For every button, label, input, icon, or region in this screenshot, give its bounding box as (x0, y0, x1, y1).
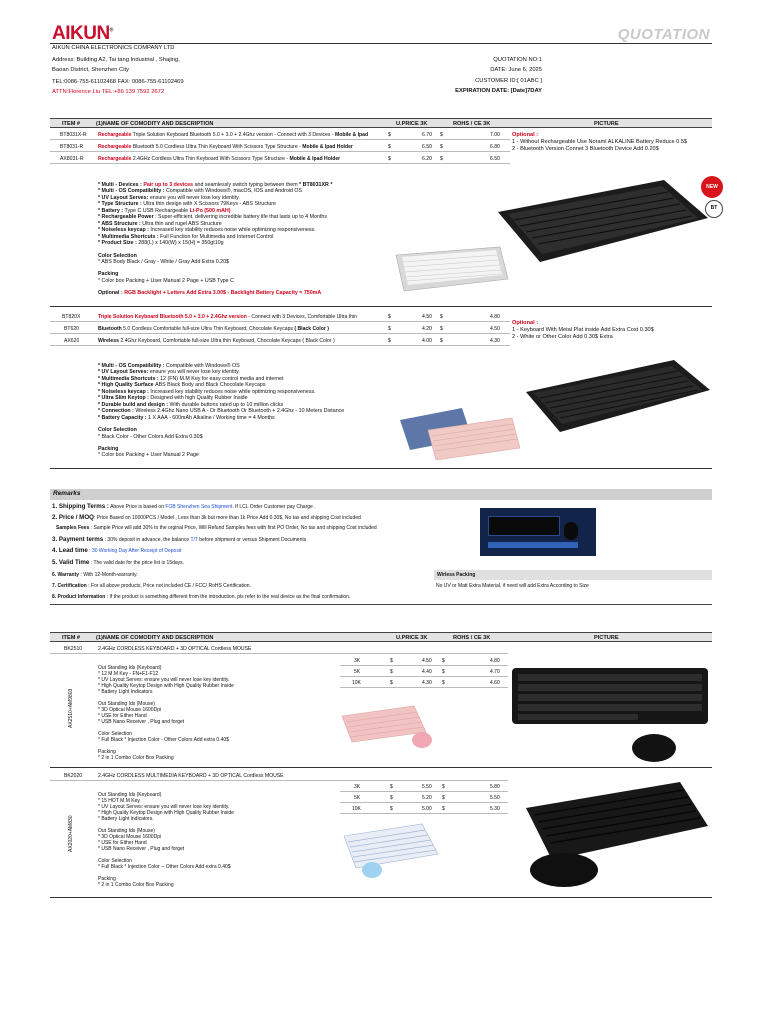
spec-list-1 (98, 182, 418, 297)
spec-label: * Noiseless keycap : (98, 388, 151, 395)
optional-line: 2 - Bluetooth Version Connet 3 Bluetooth Device Add 0.20$ (512, 145, 659, 152)
white-keyboard-image (390, 245, 510, 295)
spec-text: Increased key stability reduces noise while optimizing responsiveness. (150, 227, 316, 234)
spec-text: 1 X AAA - 600mAh Alkaline / Working time = 4 Months (148, 414, 275, 421)
spec-text: Wireless 2.4Ghz Nano USB A - Or Bluetooth Or Bluetooth + 2.4Ghz - 10 Meters Distance (135, 408, 345, 415)
optional-line: 1 - Keyboard With Metal Plat inside Add Extra Cost 0.30$ (512, 326, 654, 333)
item-desc: 5.0 Cordless Comfortable full-size Ultra Thin Keyboard, Chocolate Keycaps (121, 326, 295, 332)
spec-text: 12 (FN) M.M Key for easy control media and internet (160, 375, 284, 382)
product-name: 2.4GHz CORDLESS MULTIMEDIA KEYBOARD + 3D OPTICAL Cordless MOUSE (98, 773, 284, 779)
spec-label: * Connection : (98, 408, 136, 415)
remark-shipping (52, 503, 316, 511)
currency: $ (442, 784, 445, 790)
remark-product-info (52, 594, 350, 600)
price-tier (340, 677, 508, 688)
box-keyboard-picture (488, 516, 560, 536)
price-tier (340, 792, 508, 803)
col-item: ITEM # (62, 121, 81, 127)
currency: $ (388, 326, 391, 332)
black-combo-image (510, 658, 712, 764)
spec-line: * 2 in 1 Combo Color Box Packing (98, 882, 174, 888)
price-tiers-2 (340, 781, 508, 814)
currency: $ (388, 314, 391, 320)
rohs-price: 4.60 (490, 680, 500, 686)
unit-price: 4.50 (422, 314, 432, 320)
black-fullsize-keyboard-image (524, 358, 712, 434)
tier-qty: 10K (352, 680, 361, 686)
spec-text: 288(L) x 140(W) x 15(H) = 350gt10g (138, 240, 224, 247)
spec-text: Ultra thin and rugel ABS Structure (142, 220, 222, 227)
currency: $ (388, 132, 391, 138)
item-code: BT8031X-R (60, 132, 87, 138)
packing-title: Packing (98, 271, 119, 278)
new-badge-icon (701, 176, 723, 198)
currency: $ (442, 795, 445, 801)
rohs-price: 5.50 (490, 795, 500, 801)
currency: $ (440, 144, 443, 150)
spec-label: * Noiseless keycap : (98, 227, 151, 234)
unit-price: 4.40 (422, 669, 432, 675)
remark-price-moq (52, 514, 361, 522)
black-keyboard-image (494, 178, 712, 266)
item-code: BK2020 (64, 773, 83, 779)
spec-text: ensure you will never lose key identity. (149, 369, 240, 376)
spec-text: : Super-efficient, delivering incredible battery life that lasts up to 4 Months (153, 214, 327, 221)
spec-text: Compatible with Windows®, macOS, IOS and Android OS (165, 188, 303, 195)
remark-label: 7. Certification (52, 583, 87, 589)
unit-price: 4.20 (422, 326, 432, 332)
currency: $ (440, 156, 443, 162)
spec-text: ensure you will never lose key identity. (149, 194, 240, 201)
remark-label: 4. Lead time (52, 547, 88, 554)
spec-text: Increased key stability reduces noise while optimizing responsiveness. (150, 388, 316, 395)
optional-highlight: RGB Backlight + Letters Add Extra 3.00$ - Backlight Battery Capacity = 750mA (124, 290, 322, 297)
expiration-date: EXPIRATION DATE: [Date]7DAY (455, 88, 542, 94)
item-tag: Triple Solution Keyboard Bluetooth 5.0 + 3.0 + 2.4Ghz version (98, 314, 247, 320)
remark-label: 1. Shipping Terms : (52, 503, 109, 510)
rohs-price: 4.80 (490, 314, 500, 320)
remark-text: : 30% deposit in advance, the balance (103, 537, 191, 543)
spec-line: Color Selection (98, 731, 132, 737)
document-title: QUOTATION (617, 26, 710, 43)
badge-text: NEW (706, 184, 718, 190)
currency: $ (390, 680, 393, 686)
optional-title: Optional : (512, 132, 539, 138)
unit-price: 6.50 (422, 144, 432, 150)
price-tiers-1 (340, 655, 508, 688)
remark-valid-time (52, 559, 184, 567)
rechargeable-tag: Rechargeable (98, 132, 132, 138)
header-divider (50, 43, 712, 44)
currency: $ (440, 314, 443, 320)
spec-text: With durable buttons rated up to 10 million clicks (169, 401, 284, 408)
spec-line: Packing (98, 876, 116, 882)
remark-samples (56, 525, 377, 531)
currency: $ (442, 806, 445, 812)
spec-line: Out Standing Ids (Mouse) (98, 701, 155, 707)
currency: $ (440, 326, 443, 332)
remark-label: 6. Warranty (52, 572, 80, 578)
spec-text: Ultra thin design with X Scissors 79Keys - ABS Structure (143, 201, 277, 208)
model-side-label: AX2510+AM9803 (68, 688, 74, 728)
tier-qty: 3K (354, 784, 361, 790)
spec-line: * 15 HOT M.M Key (98, 798, 140, 804)
spec-label: * Multi - OS Compatibility : (98, 188, 166, 195)
box-stripe (488, 542, 578, 548)
item-code: BK2510 (64, 646, 83, 652)
unit-price: 6.20 (422, 156, 432, 162)
remark-text: : Price Based on 10000PCS / Model , Less than 3k but more than 1k Price Add 0.30$, No tax and shipping Cost included (93, 515, 361, 521)
remark-certification (52, 583, 251, 589)
packing-title: Packing (98, 445, 119, 452)
col-item: ITEM # (62, 635, 81, 641)
rechargeable-tag: Rechargeable (98, 144, 132, 150)
spec-line: Out Standing Ids (Keyboard) (98, 792, 162, 798)
spec-text: and seamlessly switch typing between them (193, 182, 300, 188)
item-tag: Bluetooth (98, 326, 122, 332)
spec-line: * 12 M.M Key - FN+F1-F12 (98, 671, 159, 677)
col-picture: PICTURE (594, 121, 619, 127)
spec-highlight: Li-Po (500 mAH) (189, 207, 231, 214)
rohs-price: 4.30 (490, 338, 500, 344)
spec-line: Color Selection (98, 858, 132, 864)
packing-line: * Color box Packing + User Manual 2 Page + USB Type C (98, 277, 234, 284)
item-desc-bold: Mobile & Ipad Holder (289, 156, 341, 162)
logo-text: AIKUN (52, 23, 110, 44)
unit-price: 5.50 (422, 784, 432, 790)
table3-header (50, 632, 712, 642)
spec-label: * UV Layout Serves: (98, 194, 150, 201)
col-price: U.PRICE 3K (396, 121, 428, 127)
color-title: Color Selection (98, 427, 137, 434)
spec-label: * Battery Capacity : (98, 414, 149, 421)
optional-box-2 (512, 320, 712, 341)
table-row (50, 335, 510, 346)
tier-qty: 5K (354, 795, 361, 801)
remark-text: : Sample Price will add 30% to the orginal Price, Will Refund Samples fees with first PO Order, No tax and shipping Cost included (89, 525, 377, 531)
unit-price: 4.50 (422, 658, 432, 664)
optional-title: Optional : (512, 320, 539, 326)
price-tier (340, 781, 508, 792)
remark-highlight: 30 Working Day After Receipt of Deposit (91, 548, 182, 554)
attention-contact: ATTN:Florence Liu TEL:+86 139 7592 2672 (52, 89, 165, 95)
remarks-bottom-line (50, 604, 712, 605)
color-line: * Black Color - Other Colors Add Extra 0.30$ (98, 433, 203, 440)
spec-line: Out Standing Ids (Keyboard) (98, 665, 162, 671)
spec-line: * USE for Either Hand (98, 713, 147, 719)
spec-line: * USB Nano Receiver , Plug and forget (98, 846, 185, 852)
spec-label: * UV Layout Serves: (98, 369, 150, 376)
address-line-2: Baoan District, Shenzhen City (52, 67, 130, 73)
spec-line: Packing (98, 749, 116, 755)
spec-line: Out Standing Ids (Mouse) (98, 828, 155, 834)
spec-label: * Battery : (98, 207, 125, 214)
spec-text: Type C USB Rechargeable (124, 207, 190, 214)
spec-line: * Full Black * Injection Color -- Other Colors Add extra 0.40$ (98, 864, 231, 870)
item-code: BT820X (62, 314, 81, 320)
remark-label: 8. Product Information (52, 594, 106, 600)
remark-text: : (87, 548, 92, 554)
remark-text: : With 12-Month-warranty. (79, 572, 138, 578)
box-mouse-picture (564, 522, 578, 540)
item-desc: - Connect with 3 Devices, Comfortable Ultra thin (246, 314, 358, 320)
item-desc: 2.4Ghz Keyboard, Comfortable full-size Ultra thin Keyboard, Chocolate Keycaps ( Black Color ) (118, 338, 335, 344)
wireless-packing-title: Wirless Packing (434, 570, 712, 580)
rohs-price: 5.80 (490, 784, 500, 790)
logo-mark: ® (109, 27, 113, 34)
item-code: BT620 (64, 326, 80, 332)
item-tag: Wireless (98, 338, 119, 344)
spec-line: * Battery Light Indicators (98, 689, 153, 695)
customer-id: CUSTOMER ID:[ 01ABC ] (475, 78, 542, 84)
rohs-price: 7.00 (490, 132, 500, 138)
spec-label: * Multi - Devices : (98, 182, 144, 188)
remark-label: 3. Payment terms (52, 536, 104, 543)
spec-label: * Product Size : (98, 240, 139, 247)
item-desc-bold: Mobile & Ipad Holder (302, 144, 353, 150)
table1-header (50, 118, 712, 128)
spec-label: * High Quality Surface (98, 382, 156, 389)
spec-line: * High Quality Keytop Design with High Quality Rubber Inside (98, 683, 234, 689)
spec-label: * Rechargeable Power (98, 214, 154, 221)
optional-line: 2 - White or Other Color Add 0.30$ Extra (512, 333, 613, 340)
spec-text: Compatible with Windows® OS (165, 363, 240, 369)
currency: $ (388, 144, 391, 150)
remark-label: 2. Price / MOQ (52, 514, 94, 521)
spec-line: * 2 in 1 Combo Color Box Packing (98, 755, 174, 761)
packing-line: * Color box Packing + User Manual 2 Page (98, 452, 199, 459)
item-desc-bold: Mobile & Ipad (335, 132, 369, 138)
col-name: (1)NAME OF COMODITY AND DESCRIPTION (96, 635, 214, 641)
currency: $ (440, 338, 443, 344)
col-rohs: ROHS / CE 3K (453, 635, 491, 641)
tier-qty: 10K (352, 806, 361, 812)
spec-label: * Multimedia Shortcuts : (98, 233, 161, 240)
model-side-label: AX2020+AM830 (68, 815, 74, 852)
unit-price: 4.30 (422, 680, 432, 686)
remark-warranty (52, 572, 138, 578)
product-2-specs (98, 792, 338, 888)
company-name: AIKUN CHINA ELECTRONICS COMPANY LTD (52, 45, 175, 51)
item-code: AX620 (64, 338, 80, 344)
currency: $ (442, 680, 445, 686)
spec-label: * Ultra Slim Keytop : (98, 395, 151, 402)
col-price: U.PRICE 3K (396, 635, 428, 641)
spec-label: * Durable build and design : (98, 401, 170, 408)
currency: $ (442, 658, 445, 664)
optional-line: 1 - Without Rechargeable Use Noraml ALKALINE Battery Reduce 0.5$ (512, 138, 688, 145)
col-name: (1)NAME OF COMODITY AND DESCRIPTION (96, 121, 214, 127)
currency: $ (390, 795, 393, 801)
white-blue-combo-image (342, 822, 442, 880)
remarks-header: Remarks (50, 489, 712, 500)
tier-qty: 5K (354, 669, 361, 675)
spec-text: ABS Black Body and Black Chocolate Keycaps (155, 382, 266, 389)
spec-model: * BT8031XR * (299, 182, 333, 188)
unit-price: 6.70 (422, 132, 432, 138)
spec-line: * 3D Optical Mouse 1600Dpi (98, 707, 162, 713)
color-title: Color Selection (98, 252, 137, 259)
item-code: BT8031-R (60, 144, 84, 150)
currency: $ (390, 658, 393, 664)
remark-highlight: T/T (190, 537, 198, 543)
spec-highlight: Pair up to 3 devices (143, 182, 194, 188)
col-picture: PICTURE (594, 635, 619, 641)
packing-box-image (480, 508, 596, 556)
remark-highlight: FOB Shenzhen Sea Shipment (165, 504, 233, 510)
item-desc: 2.4GHz Cordless Ultra Thin Keyboard With Scissors Type Structure - (131, 156, 290, 162)
spec-text: Full Function for Multimedia and Internet Control (160, 233, 274, 240)
product-name: 2.4GHz CORDLESS KEYBOARD + 3D OPTICAL Cordless MOUSE (98, 646, 252, 652)
remark-text: : For all above products, Price not included CE / FCC/ RoHS Certification. (86, 583, 251, 589)
table-row (50, 311, 510, 322)
table-row (50, 323, 510, 334)
quotation-date: DATE: June 6, 2025 (490, 67, 542, 73)
black-multimedia-combo-image (512, 780, 712, 892)
spec-line: * UV Layout Serves: ensure you will never lose key identity. (98, 804, 230, 810)
tier-qty: 3K (354, 658, 361, 664)
unit-price: 5.00 (422, 806, 432, 812)
spec-line: * Battery Light indicators. (98, 816, 154, 822)
spec-line: * High Quality Keytop Design with High Quality Rubber Inside (98, 810, 234, 816)
currency: $ (390, 784, 393, 790)
tel-fax: TEL:0086-755-61102468 FAX: 0086-755-61102469 (52, 79, 184, 85)
spec-line: * Full Black * Injection Color - Other Colors Add extra 0.40$ (98, 737, 229, 743)
item-desc: Bluetooth 5.0 Cordless Ultra Thin Keyboard With Scissors Type Structure - (131, 144, 303, 150)
optional-box-1 (512, 132, 712, 153)
spec-label: * ABS Structure : (98, 220, 143, 227)
unit-price: 5.20 (422, 795, 432, 801)
spec-label: * Multi - OS Compatibility : (98, 363, 166, 369)
badge-text: BT (710, 205, 718, 211)
remark-label: 5. Valid Time (52, 559, 90, 566)
product-title-row (50, 770, 508, 781)
address-line-1: Address: Building A2, Tai tang Industrial , Shajing, (52, 57, 180, 63)
remark-payment (52, 536, 306, 544)
rohs-price: 6.80 (490, 144, 500, 150)
item-desc-bold: ( Black Color ) (294, 326, 329, 332)
table-row (50, 129, 510, 140)
spec-line: * USE for Either Hand (98, 840, 147, 846)
remark-lead-time (52, 547, 181, 555)
spec-line: * USB Nano Receiver , Plug and forget (98, 719, 185, 725)
spec-text: Designed with high Quality Rubber Inside (150, 395, 248, 402)
table-row (50, 153, 510, 164)
spec-label: * Multimedia Shortcuts : (98, 375, 161, 382)
currency: $ (388, 338, 391, 344)
currency: $ (390, 806, 393, 812)
rechargeable-tag: Rechargeable (98, 156, 132, 162)
unit-price: 4.00 (422, 338, 432, 344)
table-row (50, 141, 510, 152)
spec-line: * 3D Optical Mouse 1600Dpi (98, 834, 162, 840)
rohs-price: 4.50 (490, 326, 500, 332)
spec-label: * Type Structure : (98, 201, 144, 208)
rohs-price: 4.70 (490, 669, 500, 675)
price-tier (340, 803, 508, 814)
blue-pink-keyboards-image (398, 408, 522, 460)
product-1-specs (98, 665, 338, 761)
pink-combo-image (340, 702, 440, 750)
rohs-price: 4.80 (490, 658, 500, 664)
remark-text: : The valid date for the price list is 15days. (89, 560, 185, 566)
quotation-number: QUOTATION NO:1 (493, 57, 542, 63)
bluetooth-badge-icon (705, 200, 723, 218)
currency: $ (442, 669, 445, 675)
remark-text: before shipment or versus Shipment Documents (197, 537, 307, 543)
currency: $ (388, 156, 391, 162)
remark-text: . If LCL Order Customer pay Charge . (232, 504, 316, 510)
item-desc: Triple Solution Keyboard Bluetooth 5.0 + 3.0 + 2.4Ghz version - Connect with 3 Devices - (131, 132, 335, 138)
currency: $ (440, 132, 443, 138)
col-rohs: ROHS / CE 3K (453, 121, 491, 127)
spec-list-2 (98, 363, 398, 459)
currency: $ (390, 669, 393, 675)
remark-label: Samples Fees (56, 525, 90, 531)
rohs-price: 5.30 (490, 806, 500, 812)
product-title-row (50, 643, 508, 654)
color-line: * ABS Body Black / Gray - White / Gray Add Extra 0.20$ (98, 258, 230, 265)
spec-line: * UV Layout Serves: ensure you will never lose key identity. (98, 677, 230, 683)
remark-text: Above Price is based on (108, 504, 166, 510)
wireless-packing-text: No UV or Matt Extra Material, if need will add Extra According to Size (436, 583, 589, 589)
optional-label: Optional : (98, 290, 125, 297)
item-code: AX8031-R (60, 156, 84, 162)
remark-text: : If the product is something different from the introduction, pls refer to the real device as the final confirmation. (105, 594, 351, 600)
rohs-price: 6.50 (490, 156, 500, 162)
price-tier (340, 655, 508, 666)
price-tier (340, 666, 508, 677)
